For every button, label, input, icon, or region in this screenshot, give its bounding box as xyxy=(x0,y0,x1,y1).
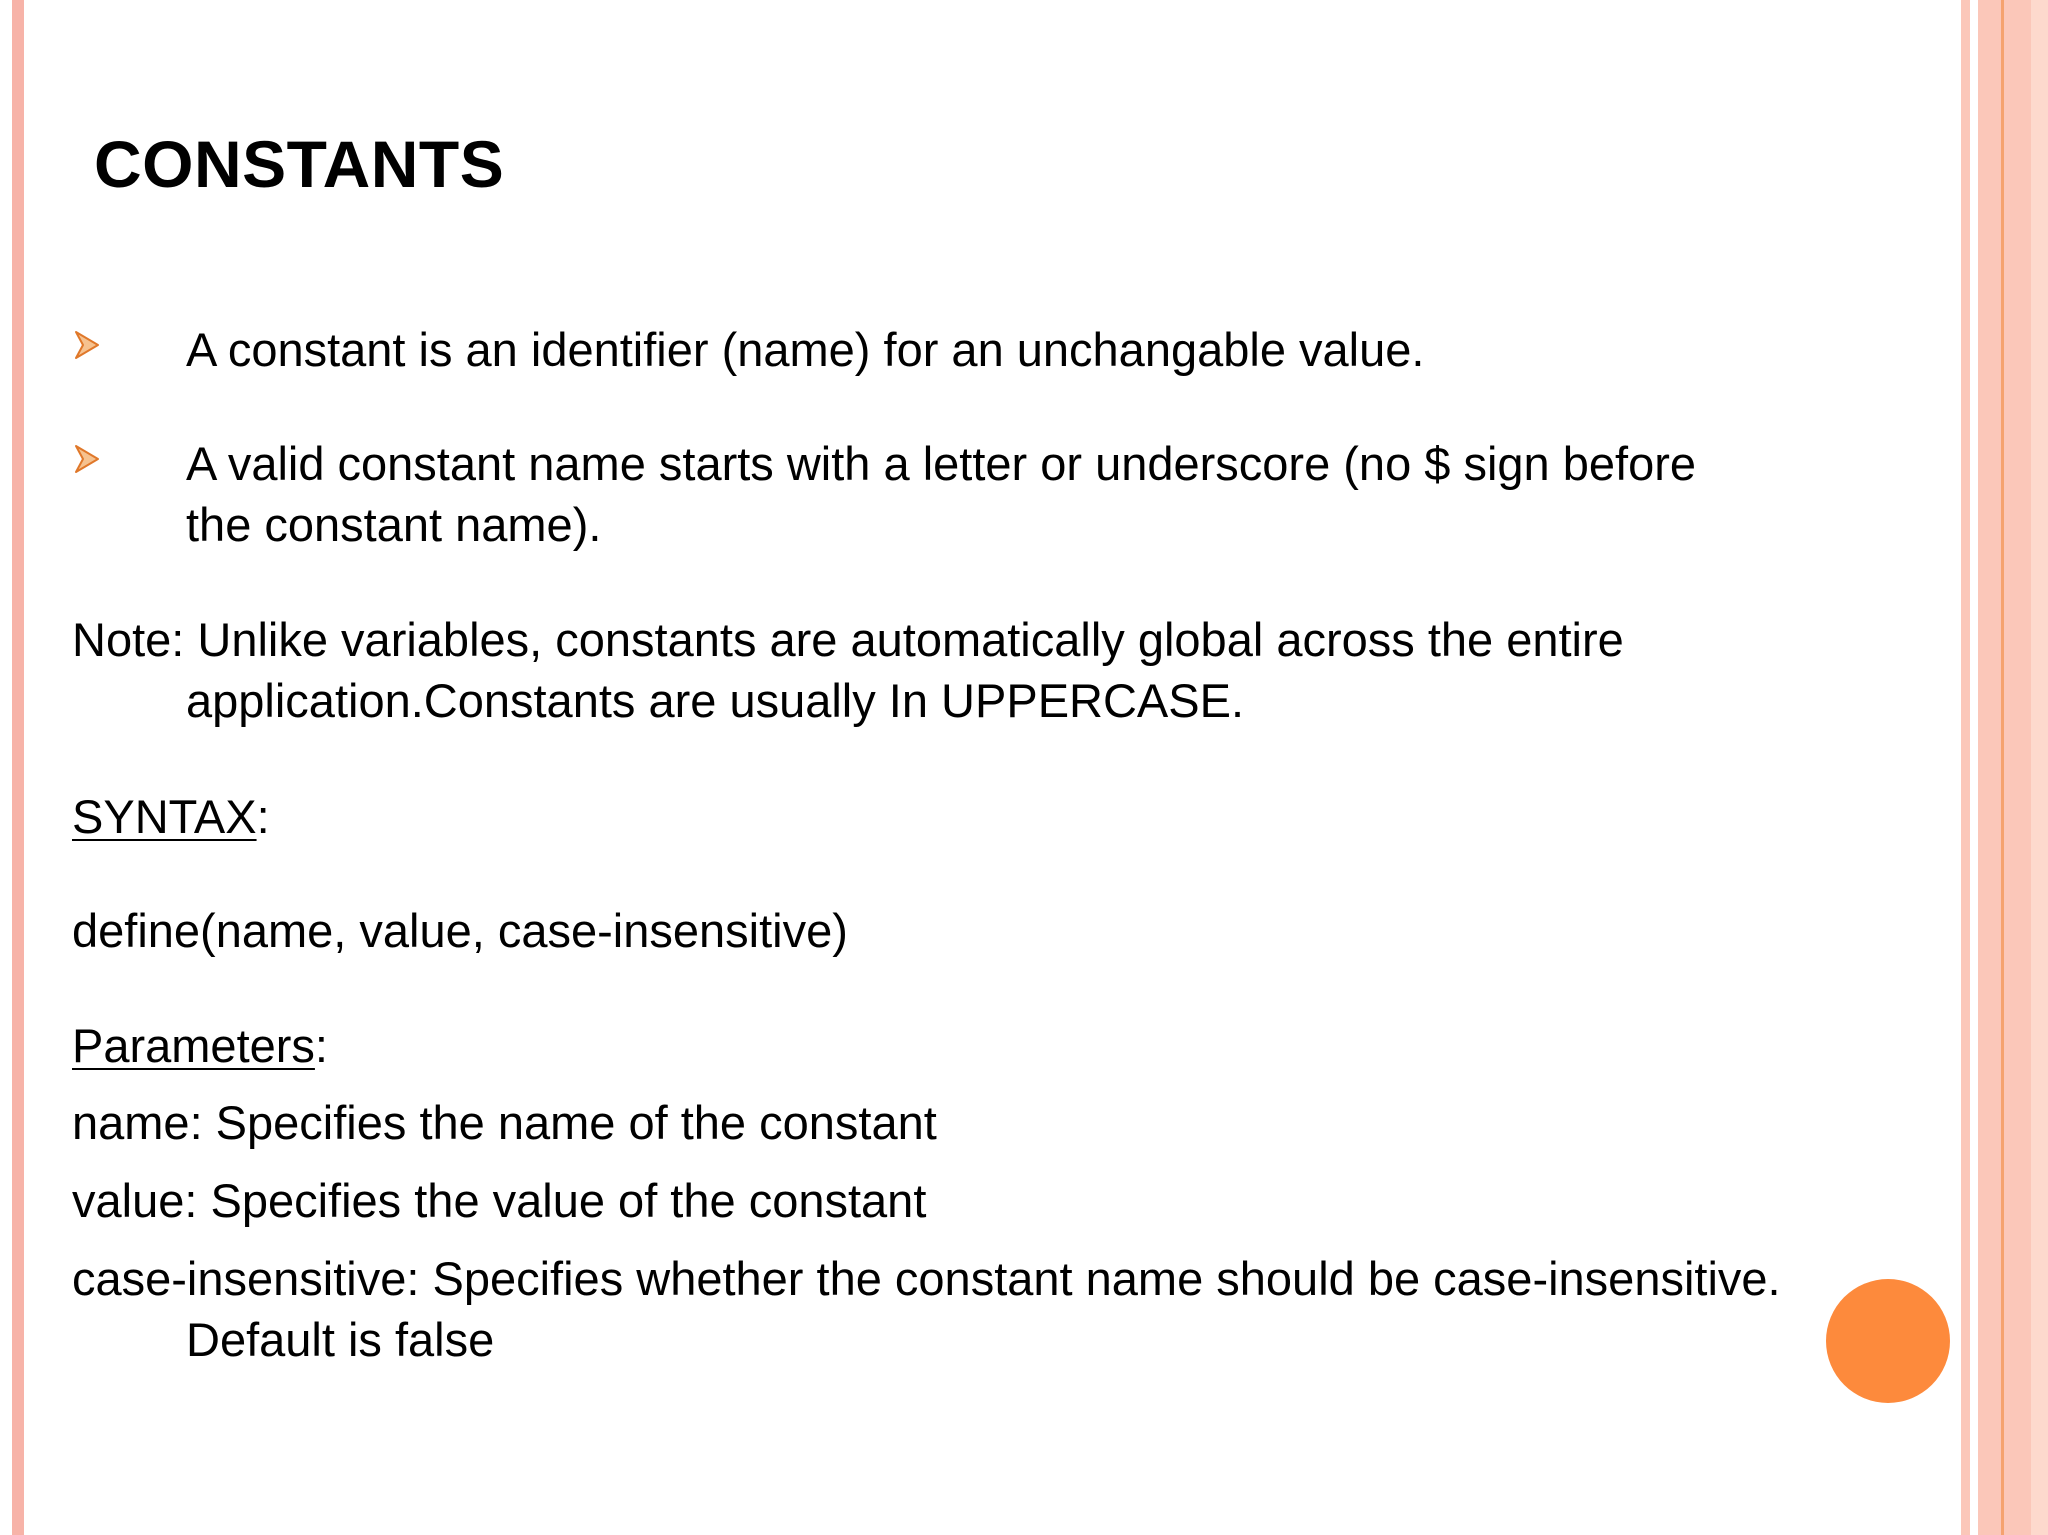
parameter-item-continuation: Default is false xyxy=(186,1313,495,1366)
bullet-text-continuation: the constant name). xyxy=(186,498,602,551)
bullet-text: A valid constant name starts with a letter or underscore (no $ sign before xyxy=(186,437,1697,490)
parameter-item: value: Specifies the value of the constant xyxy=(72,1174,927,1227)
left-border-bar xyxy=(12,0,24,1535)
syntax-label: SYNTAX xyxy=(72,790,257,843)
right-stripe xyxy=(1983,0,2031,1535)
parameter-item: name: Specifies the name of the constant xyxy=(72,1096,937,1149)
orange-circle-decoration xyxy=(1826,1279,1950,1403)
arrowhead-bullet-icon xyxy=(74,330,100,360)
arrowhead-bullet-icon xyxy=(74,444,100,474)
slide-title: CONSTANTS xyxy=(94,127,505,201)
note-text-continuation: application.Constants are usually In UPPERCASE. xyxy=(186,674,1245,727)
right-stripe-accent xyxy=(2001,0,2004,1535)
note-text: Note: Unlike variables, constants are automatically global across the entire xyxy=(72,613,1624,666)
bullet-text: A constant is an identifier (name) for an unchangable value. xyxy=(186,323,1425,376)
syntax-code: define(name, value, case-insensitive) xyxy=(72,904,848,957)
parameters-label: Parameters xyxy=(72,1019,315,1072)
right-stripe xyxy=(2031,0,2048,1535)
syntax-heading xyxy=(72,787,270,847)
parameter-item: case-insensitive: Specifies whether the constant name should be case-insensitive. xyxy=(72,1252,1781,1305)
parameters-heading xyxy=(72,1016,328,1076)
parameters-colon: : xyxy=(314,1019,328,1072)
syntax-colon: : xyxy=(256,790,270,843)
right-stripe xyxy=(1961,0,1970,1535)
